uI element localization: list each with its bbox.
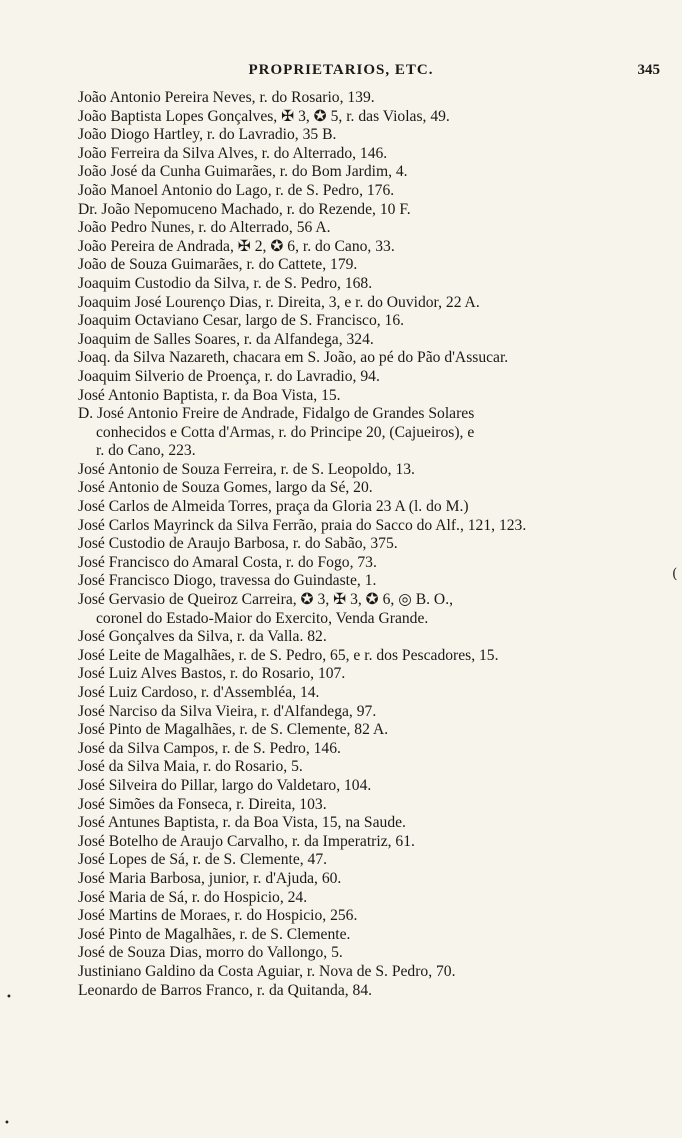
list-item: José Carlos de Almeida Torres, praça da Gloria 23 A (l. do M.)	[78, 498, 469, 516]
list-item: Joaquim Octaviano Cesar, largo de S. Francisco, 16.	[78, 312, 405, 330]
running-title: PROPRIETARIOS, ETC.	[248, 62, 434, 78]
list-item: Joaquim Silverio de Proença, r. do Lavradio, 94.	[78, 367, 380, 385]
list-item: José de Souza Dias, morro do Vallongo, 5.	[78, 944, 343, 962]
list-item: José Gervasio de Queiroz Carreira, ✪ 3, ✠ 3, ✪ 6, ◎ B. O.,	[78, 591, 453, 609]
list-item: José Martins de Moraes, r. do Hospicio, 256.	[78, 907, 358, 925]
list-item: João Diogo Hartley, r. do Lavradio, 35 B.	[78, 126, 337, 144]
list-item: Joaquim de Salles Soares, r. da Alfandega, 324.	[78, 330, 374, 348]
list-item: José da Silva Campos, r. de S. Pedro, 146.	[78, 739, 341, 757]
list-item: José Antunes Baptista, r. da Boa Vista, 15, na Saude.	[78, 814, 406, 832]
list-item: José Gonçalves da Silva, r. da Valla. 82.	[78, 628, 327, 646]
list-item: José Antonio Baptista, r. da Boa Vista, 15.	[78, 386, 341, 404]
list-item: José da Silva Maia, r. do Rosario, 5.	[78, 758, 303, 776]
list-item: Joaquim Custodio da Silva, r. de S. Pedro, 168.	[78, 274, 373, 292]
entries-list	[78, 89, 668, 1000]
list-item: José Luiz Alves Bastos, r. do Rosario, 107.	[78, 665, 346, 683]
list-item: José Silveira do Pillar, largo do Valdetaro, 104.	[78, 776, 372, 794]
list-item: João José da Cunha Guimarães, r. do Bom Jardim, 4.	[78, 163, 408, 181]
list-item: Leonardo de Barros Franco, r. da Quitanda, 84.	[78, 981, 373, 999]
list-item: José Carlos Mayrinck da Silva Ferrão, praia do Sacco do Alf., 121, 123.	[78, 516, 527, 534]
list-item: Joaq. da Silva Nazareth, chacara em S. João, ao pé do Pão d'Assucar.	[78, 349, 509, 367]
margin-dot-mark: •	[4, 1118, 10, 1129]
list-item: Joaquim José Lourenço Dias, r. Direita, 3, e r. do Ouvidor, 22 A.	[78, 293, 480, 311]
list-item: João Manoel Antonio do Lago, r. de S. Pedro, 176.	[78, 181, 395, 199]
list-item-continuation: conhecidos e Cotta d'Armas, r. do Principe 20, (Cajueiros), e	[96, 423, 475, 441]
margin-dot-mark: •	[6, 992, 12, 1003]
list-item: José Luiz Cardoso, r. d'Assembléa, 14.	[78, 684, 320, 701]
list-item: João de Souza Guimarães, r. do Cattete, 179.	[78, 256, 358, 274]
list-item: José Antonio de Souza Gomes, largo da Sé, 20.	[78, 479, 373, 497]
list-item: José Botelho de Araujo Carvalho, r. da Imperatriz, 61.	[78, 832, 415, 850]
list-item: José Maria de Sá, r. do Hospicio, 24.	[78, 888, 308, 906]
list-item: José Antonio de Souza Ferreira, r. de S. Leopoldo, 13.	[78, 460, 415, 478]
list-item: Justiniano Galdino da Costa Aguiar, r. Nova de S. Pedro, 70.	[78, 962, 456, 980]
list-item: João Ferreira da Silva Alves, r. do Alterrado, 146.	[78, 144, 388, 162]
list-item-continuation: coronel do Estado-Maior do Exercito, Venda Grande.	[96, 609, 429, 627]
list-item: José Narciso da Silva Vieira, r. d'Alfandega, 97.	[78, 702, 377, 720]
list-item: José Simões da Fonseca, r. Direita, 103.	[78, 795, 327, 813]
list-item: José Leite de Magalhães, r. de S. Pedro, 65, e r. dos Pescadores, 15.	[78, 646, 499, 664]
page-number: 345	[637, 62, 660, 78]
margin-bracket-mark: (	[672, 566, 678, 582]
list-item: José Francisco Diogo, travessa do Guindaste, 1.	[78, 572, 377, 590]
list-item: João Pereira de Andrada, ✠ 2, ✪ 6, r. do Cano, 33.	[78, 237, 395, 255]
list-item: D. José Antonio Freire de Andrade, Fidalgo de Grandes Solares	[78, 405, 475, 423]
list-item: João Pedro Nunes, r. do Alterrado, 56 A.	[78, 219, 331, 237]
list-item: Dr. João Nepomuceno Machado, r. do Rezende, 10 F.	[78, 200, 411, 218]
page-header	[0, 62, 682, 82]
list-item: José Lopes de Sá, r. de S. Clemente, 47.	[78, 851, 328, 869]
list-item: José Francisco do Amaral Costa, r. do Fogo, 73.	[78, 553, 377, 571]
list-item: José Custodio de Araujo Barbosa, r. do Sabão, 375.	[78, 535, 398, 553]
list-item: José Maria Barbosa, junior, r. d'Ajuda, 60.	[78, 869, 342, 887]
list-item: José Pinto de Magalhães, r. de S. Clemente.	[78, 925, 351, 943]
list-item: João Antonio Pereira Neves, r. do Rosario, 139.	[78, 89, 375, 106]
list-item: José Pinto de Magalhães, r. de S. Clemente, 82 A.	[78, 721, 389, 739]
list-item: João Baptista Lopes Gonçalves, ✠ 3, ✪ 5, r. das Violas, 49.	[78, 107, 450, 125]
list-item-continuation: r. do Cano, 223.	[96, 442, 196, 460]
